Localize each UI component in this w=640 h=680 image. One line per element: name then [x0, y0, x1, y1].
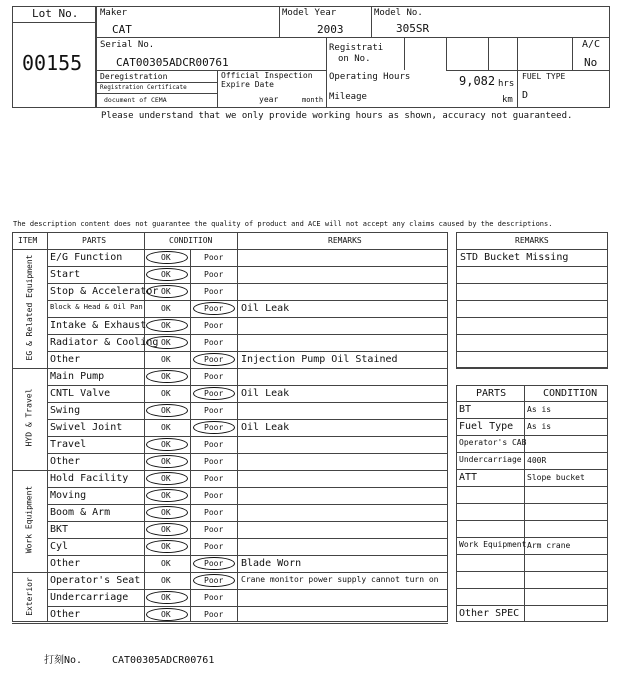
selected-condition-circle: [146, 404, 188, 417]
part-name: Boom & Arm: [50, 507, 111, 518]
remark-text: Oil Leak: [241, 388, 290, 399]
right-remark-text: STD Bucket Missing: [460, 252, 569, 263]
selected-condition-circle: [193, 557, 235, 570]
poor-option[interactable]: Poor: [204, 559, 224, 568]
part-name: Operator's Seat: [50, 575, 141, 586]
poor-option[interactable]: Poor: [204, 525, 224, 534]
spec-part: Undercarriage: [459, 455, 522, 464]
fuel-type-label: FUEL TYPE: [522, 72, 566, 81]
ok-option[interactable]: OK: [161, 440, 171, 449]
group-label: HYD & Travel: [24, 388, 34, 447]
selected-condition-circle: [146, 319, 188, 332]
ac-value: No: [584, 56, 598, 69]
selected-condition-circle: [146, 251, 188, 264]
remark-text: Crane monitor power supply cannot turn on: [241, 575, 439, 584]
hrs-label: hrs: [498, 79, 515, 89]
header-item: ITEM: [18, 236, 38, 245]
selected-condition-circle: [193, 574, 235, 587]
selected-condition-circle: [146, 370, 188, 383]
selected-condition-circle: [146, 523, 188, 536]
inspection-label-1: Official Inspection: [221, 71, 313, 80]
part-name: Block & Head & Oil Pan: [50, 303, 143, 311]
poor-option[interactable]: Poor: [204, 355, 224, 364]
spec-part: Operator's CAB: [459, 438, 527, 447]
remark-text: Oil Leak: [241, 422, 290, 433]
poor-option[interactable]: Poor: [204, 491, 224, 500]
mileage-label: Mileage: [329, 92, 367, 102]
header-remarks: REMARKS: [328, 236, 362, 245]
lot-label: Lot No.: [32, 7, 79, 20]
ok-option[interactable]: OK: [161, 304, 171, 313]
ok-option[interactable]: OK: [161, 355, 171, 364]
part-name: Other: [50, 456, 81, 467]
ok-option[interactable]: OK: [161, 525, 171, 534]
poor-option[interactable]: Poor: [204, 270, 224, 279]
poor-option[interactable]: Poor: [204, 576, 224, 585]
cema-document-label: document of CEMA: [104, 96, 167, 104]
model-no-label: Model No.: [374, 8, 423, 18]
remark-text: Oil Leak: [241, 303, 290, 314]
ok-option[interactable]: OK: [161, 372, 171, 381]
spec-condition: As is: [527, 422, 552, 431]
poor-option[interactable]: Poor: [204, 389, 224, 398]
spec-condition: As is: [527, 405, 552, 414]
ok-option[interactable]: OK: [161, 389, 171, 398]
ok-option[interactable]: OK: [161, 542, 171, 551]
ok-option[interactable]: OK: [161, 253, 171, 262]
operating-hours-value: 9,082: [459, 74, 496, 88]
registration-certificate-label: Registration Certificate: [100, 84, 187, 91]
poor-option[interactable]: Poor: [204, 406, 224, 415]
selected-condition-circle: [146, 268, 188, 281]
stamp-number-label: 打刻No.: [44, 655, 83, 666]
ok-option[interactable]: OK: [161, 491, 171, 500]
model-no-value: 305SR: [396, 22, 430, 35]
poor-option[interactable]: Poor: [204, 610, 224, 619]
fuel-type-value: D: [522, 90, 529, 101]
spec-part: BT: [459, 404, 472, 415]
part-name: Other: [50, 609, 81, 620]
year-label: year: [259, 95, 279, 104]
model-year-value: 2003: [317, 23, 344, 36]
serial-value: CAT00305ADCR00761: [116, 56, 229, 69]
maker-value: CAT: [112, 23, 132, 36]
maker-label: Maker: [100, 8, 128, 18]
serial-label: Serial No.: [100, 40, 155, 50]
poor-option[interactable]: Poor: [204, 440, 224, 449]
selected-condition-circle: [193, 421, 235, 434]
part-name: Main Pump: [50, 371, 105, 382]
poor-option[interactable]: Poor: [204, 321, 224, 330]
ok-option[interactable]: OK: [161, 321, 171, 330]
poor-option[interactable]: Poor: [204, 508, 224, 517]
part-name: Cyl: [50, 541, 69, 552]
remark-text: Injection Pump Oil Stained: [241, 354, 398, 365]
km-label: km: [502, 95, 513, 105]
part-name: Undercarriage: [50, 592, 129, 603]
group-label: Exterior: [24, 576, 34, 616]
part-name: Travel: [50, 439, 87, 450]
selected-condition-circle: [146, 540, 188, 553]
month-label: month: [302, 96, 324, 104]
selected-condition-circle: [146, 506, 188, 519]
right-remarks-header: REMARKS: [515, 236, 549, 245]
part-name: Other: [50, 354, 81, 365]
selected-condition-circle: [193, 387, 235, 400]
part-name: Swivel Joint: [50, 422, 123, 433]
header-condition: CONDITION: [169, 236, 213, 245]
header-parts: PARTS: [82, 236, 107, 245]
poor-option[interactable]: Poor: [204, 304, 224, 313]
part-name: Radiator & Cooling: [50, 337, 159, 348]
model-year-label: Model Year: [282, 8, 337, 18]
ok-option[interactable]: OK: [161, 338, 171, 347]
part-name: E/G Function: [50, 252, 123, 263]
lot-number: 00155: [22, 51, 83, 75]
hours-disclaimer: Please understand that we only provide working hours as shown, accuracy not guaranteed.: [101, 111, 573, 121]
selected-condition-circle: [146, 472, 188, 485]
part-name: Moving: [50, 490, 87, 501]
ok-option[interactable]: OK: [161, 593, 171, 602]
poor-option[interactable]: Poor: [204, 593, 224, 602]
poor-option[interactable]: Poor: [204, 253, 224, 262]
poor-option[interactable]: Poor: [204, 287, 224, 296]
deregistration-label: Deregistration: [100, 72, 168, 81]
part-name: Other: [50, 558, 81, 569]
part-name: BKT: [50, 524, 69, 535]
inspection-label-2: Expire Date: [221, 80, 274, 89]
remark-text: Blade Worn: [241, 558, 302, 569]
part-name: Stop & Accelerator: [50, 286, 159, 297]
poor-option[interactable]: Poor: [204, 338, 224, 347]
part-name: Start: [50, 269, 81, 280]
ac-label: A/C: [582, 39, 601, 50]
selected-condition-circle: [146, 455, 188, 468]
ok-option[interactable]: OK: [161, 474, 171, 483]
spec-part: Fuel Type: [459, 421, 514, 432]
spec-part: Work Equipment: [459, 540, 527, 549]
poor-option[interactable]: Poor: [204, 474, 224, 483]
selected-condition-circle: [146, 608, 188, 621]
ok-option[interactable]: OK: [161, 610, 171, 619]
part-name: Intake & Exhaust: [50, 320, 147, 331]
stamp-number-value: CAT00305ADCR00761: [112, 655, 215, 666]
spec-condition: Slope bucket: [527, 473, 585, 482]
poor-option[interactable]: Poor: [204, 423, 224, 432]
group-label: EG & Related Equipment: [24, 254, 34, 360]
ok-option[interactable]: OK: [161, 287, 171, 296]
selected-condition-circle: [146, 489, 188, 502]
spec-condition: 400R: [527, 456, 547, 465]
spec-part: Other SPEC: [459, 608, 520, 619]
selected-condition-circle: [146, 591, 188, 604]
spec-condition: Arm crane: [527, 541, 571, 550]
selected-condition-circle: [146, 336, 188, 349]
spec-part: ATT: [459, 472, 478, 483]
part-name: Swing: [50, 405, 81, 416]
right-parts-header: PARTS: [476, 388, 507, 399]
ok-option[interactable]: OK: [161, 406, 171, 415]
ok-option[interactable]: OK: [161, 559, 171, 568]
group-label: Work Equipment: [24, 485, 34, 554]
ok-option[interactable]: OK: [161, 457, 171, 466]
selected-condition-circle: [193, 353, 235, 366]
selected-condition-circle: [193, 302, 235, 315]
part-name: Hold Facility: [50, 473, 129, 484]
ok-option[interactable]: OK: [161, 508, 171, 517]
ok-option[interactable]: OK: [161, 270, 171, 279]
selected-condition-circle: [146, 438, 188, 451]
selected-condition-circle: [146, 285, 188, 298]
poor-option[interactable]: Poor: [204, 372, 224, 381]
right-condition-header: CONDITION: [543, 388, 598, 399]
registration-label-1: Registrati: [329, 43, 384, 53]
ok-option[interactable]: OK: [161, 423, 171, 432]
poor-option[interactable]: Poor: [204, 457, 224, 466]
part-name: CNTL Valve: [50, 388, 111, 399]
operating-hours-label: Operating Hours: [329, 72, 411, 82]
poor-option[interactable]: Poor: [204, 542, 224, 551]
registration-label-2: on No.: [338, 54, 371, 64]
ok-option[interactable]: OK: [161, 576, 171, 585]
description-disclaimer: The description content does not guarantee the quality of product and ACE will not accept any claims caused by the descriptions.: [13, 220, 553, 228]
